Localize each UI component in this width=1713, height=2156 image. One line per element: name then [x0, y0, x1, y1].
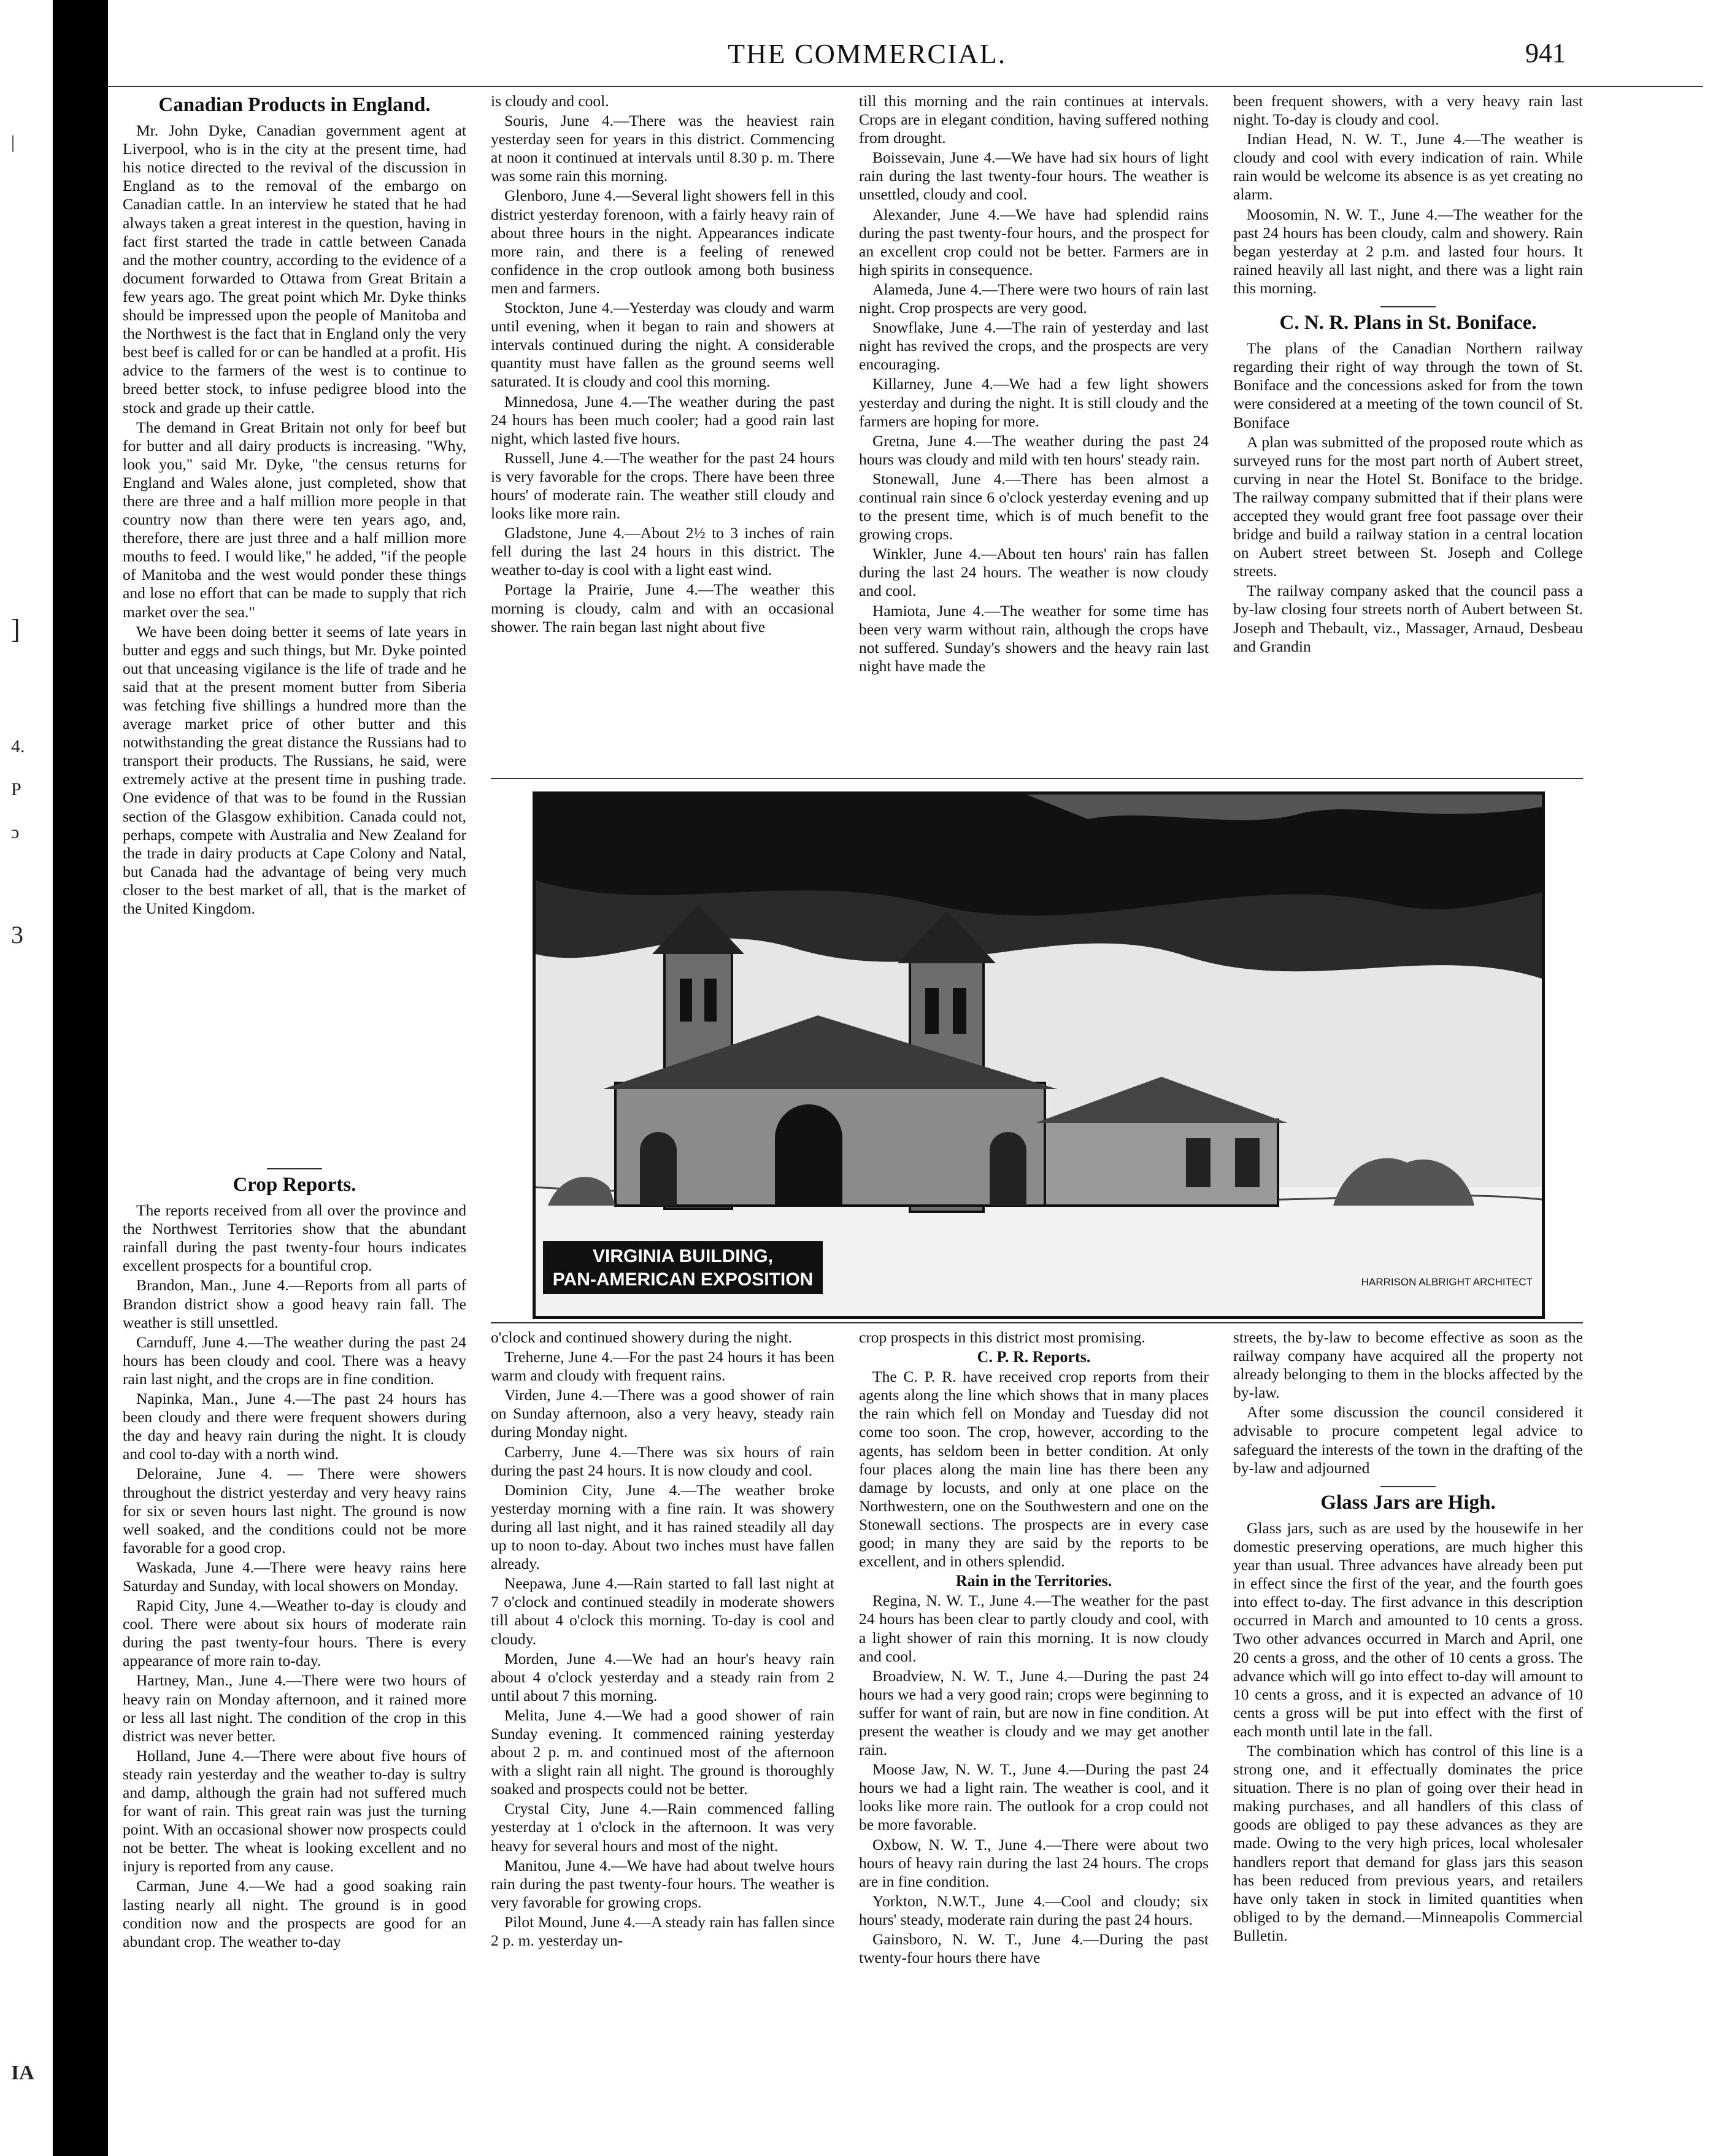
margin-mark: | — [11, 132, 15, 152]
margin-mark: ] — [11, 614, 20, 644]
paragraph: Glass jars, such as are used by the housewife in her domestic preserving operations, are much higher this year than usual. Three advances have already been put in effect since the first of the year, and the fourth goes into effect to-day. The first advance in this description occurred in March and amounted to 10 cents a gross. Two other advances occurred in March and April, one 20 cents a gross, and the other of 10 cents a gross. The advance which will go into effect to-day will amount to 10 cents a gross, and it is expected an advance of 10 cents a gross will be put into effect with the first of each month until late in the fall. — [1233, 1519, 1583, 1740]
illustration-top-rule — [491, 778, 1583, 779]
paragraph: The railway company asked that the council pass a by-law closing four streets north of Aubert between St. Joseph and Thebault, viz., Massager, Arnaud, Desbeau and Grandin — [1233, 582, 1583, 655]
paragraph: Holland, June 4.—There were about five hours of steady rain yesterday and the weather to-day is sultry and damp, although the grain had not suffered much for want of rain. This great rain was just the turning point. With an occasional shower now prospects could not be better. The wheat is looking excellent and no injury is reported from any cause. — [123, 1746, 466, 1876]
paragraph: Hamiota, June 4.—The weather for some time has been very warm without rain, although the crops have not suffered. Sunday's showers and the heavy rain last night have made the — [859, 601, 1209, 675]
paragraph: Broadview, N. W. T., June 4.—During the past 24 hours we had a very good rain; crops were beginning to suffer for want of rain, but are now in fine condition. At present the weather is cloudy and we may get another rain. — [859, 1666, 1209, 1759]
paragraph: Glenboro, June 4.—Several light showers fell in this district yesterday forenoon, with a fairly heavy rain of about three hours in the night. Appearances indicate more rain, and there is a feeling of renewed confidence in the crop outlook among both business men and farmers. — [491, 187, 834, 297]
architect-credit: HARRISON ALBRIGHT ARCHITECT — [1361, 1276, 1533, 1288]
building-engraving — [536, 795, 1542, 1316]
margin-mark: P — [11, 779, 21, 799]
paragraph: till this morning and the rain continues at intervals. Crops are in elegant condition, having suffered nothing from drought. — [859, 92, 1209, 147]
paragraph: Souris, June 4.—There was the heaviest rain yesterday seen for years in this district. Commencing at noon it continued at intervals until 8.30 p. m. There was some rain this morning. — [491, 112, 834, 185]
paragraph: Killarney, June 4.—We had a few light showers yesterday and during the night. It is still cloudy and the farmers are hoping for more. — [859, 375, 1209, 430]
paragraph: Waskada, June 4.—There were heavy rains here Saturday and Sunday, with local showers on Monday. — [123, 1558, 466, 1595]
paragraph: Deloraine, June 4. — There were showers throughout the district yesterday and very heavy rains for six or seven hours last night. The ground is now well soaked, and the conditions could not be more favorable for a good crop. — [123, 1465, 466, 1557]
running-head — [108, 34, 1691, 83]
headline-cnr-plans: C. N. R. Plans in St. Boniface. — [1279, 312, 1537, 334]
paragraph: Melita, June 4.—We had a good shower of rain Sunday evening. It commenced raining yesterday about 2 p. m. and continued most of the afternoon with a slight rain all night. The ground is thoroughly soaked and prospects could not be better. — [491, 1706, 834, 1798]
paragraph: Carman, June 4.—We had a good soaking rain lasting nearly all night. The ground is in good condition now and the prospects are good for an abundant crop. The weather to-day — [123, 1877, 466, 1950]
column-3-top — [859, 92, 1209, 773]
paragraph: Russell, June 4.—The weather for the past 24 hours is very favorable for the crops. There have been three hours' of moderate rain. The weather still cloudy and looks like more rain. — [491, 449, 834, 523]
paragraph: Moose Jaw, N. W. T., June 4.—During the past 24 hours we had a light rain. The weather is cool, and it looks like more rain. The outlook for a crop could not be more favorable. — [859, 1760, 1209, 1834]
paragraph: Portage la Prairie, June 4.—The weather this morning is cloudy, calm and with an occasional shower. The rain began last night about five — [491, 580, 834, 636]
margin-mark: 3 — [11, 921, 23, 949]
paragraph: Manitou, June 4.—We have had about twelve hours rain during the past twenty-four hours. The weather is very favorable for growing crops. — [491, 1856, 834, 1911]
page-number: 941 — [1525, 38, 1566, 68]
paragraph: Boissevain, June 4.—We have had six hours of light rain during the last twenty-four hours. The weather is unsettled, cloudy and cool. — [859, 148, 1209, 204]
margin-mark: ɔ — [11, 822, 20, 842]
paragraph: Hartney, Man., June 4.—There were two hours of heavy rain on Monday afternoon, and it rained more or less all last night. The condition of the crop in this district was never better. — [123, 1671, 466, 1745]
section-rule — [267, 1168, 322, 1169]
paragraph: The combination which has control of this line is a strong one, and it effectually dominates the price situation. There is no plan of going over their head in making purchases, and all handlers of this class of goods are obliged to pay these advances as they are made. Owing to the very high prices, local wholesaler handlers report that demand for glass jars this season has been reduced from previous years, and retailers have only taken in stock in limited quantities when obliged to by the demand.—Minneapolis Commercial Bulletin. — [1233, 1741, 1583, 1944]
paragraph: Stonewall, June 4.—There has been almost a continual rain since 6 o'clock yesterday evening and up to the present time, which is of much benefit to the growing crops. — [859, 469, 1209, 544]
paragraph: streets, the by-law to become effective as soon as the railway company have acquired all the property not already belonging to them in the blocks affected by the by-law. — [1233, 1328, 1583, 1402]
paragraph: Rapid City, June 4.—Weather to-day is cloudy and cool. There were about six hours of moderate rain during the past twenty-four hours. There is every appearance of more rain to-day. — [123, 1596, 466, 1670]
virginia-building-illustration — [533, 791, 1545, 1319]
paragraph: o'clock and continued showery during the night. — [491, 1328, 793, 1346]
illustration-caption-line-2: PAN-AMERICAN EXPOSITION — [552, 1269, 814, 1290]
section-rule — [1380, 306, 1436, 307]
paragraph: Oxbow, N. W. T., June 4.—There were about two hours of heavy rain during the last 24 hours. The crops are in fine condition. — [859, 1835, 1209, 1890]
headline-canadian-products: Canadian Products in England. — [158, 94, 431, 116]
paragraph: Regina, N. W. T., June 4.—The weather for the past 24 hours has been clear to partly cloudy and cool, with a light shower of rain this morning. It is now cloudy and cool. — [859, 1592, 1209, 1665]
paragraph: A plan was submitted of the proposed route which as surveyed runs for the most part north of Aubert street, curving in near the Hotel St. Boniface to the bridge. The railway company submitted that if their plans were accepted they would grant free foot passage over their bridge and build a railway station in a central location on Aubert street between St. Joseph and College streets. — [1233, 433, 1583, 580]
paragraph: Napinka, Man., June 4.—The past 24 hours has been cloudy and there were frequent showers during the day and heavy rain during the night. It is cloudy and cool to-day with a north wind. — [123, 1390, 466, 1463]
paragraph: Indian Head, N. W. T., June 4.—The weather is cloudy and cool with every indication of rain. While rain would be welcome its absence is as yet creating no alarm. — [1233, 130, 1583, 204]
column-1-bottom — [123, 1160, 466, 2123]
column-4-bottom — [1233, 1328, 1583, 2123]
paragraph: We have been doing better it seems of late years in butter and eggs and such things, but Mr. Dyke pointed out that unceasing vigilance is the life of trade and he said that at the present moment butter from Siberia was fetching five shillings a hundred more than the average market price of other butter and this notwithstanding the great distance the Russians had to transport their products. The Russians, he said, were extremely active at the present time in pushing trade. One evidence of that was to be found in the Russian section of the Glasgow exhibition. Canada could not, perhaps, compete with Australia and New Zealand for the trade in dairy products at Cape Colony and Natal, but Canada had the advantage of being very much closer to the best market of all, that is the market of the United Kingdom. — [123, 622, 466, 918]
paragraph: Stockton, June 4.—Yesterday was cloudy and warm until evening, when it began to rain and showers at intervals continued during the night. A considerable quantity must have fallen as the ground seems well saturated. It is cloudy and cool this morning. — [491, 299, 834, 391]
paragraph: After some discussion the council considered it advisable to procure competent legal advice to safeguard the interests of the town in the drafting of the by-law and adjourned — [1233, 1403, 1583, 1477]
paragraph: Gladstone, June 4.—About 2½ to 3 inches of rain fell during the last 24 hours in this district. The weather to-day is cool with a light east wind. — [491, 524, 834, 579]
headline-crop-reports: Crop Reports. — [233, 1174, 356, 1196]
paragraph: Morden, June 4.—We had an hour's heavy rain about 4 o'clock yesterday and a steady rain from 2 until about 7 this morning. — [491, 1649, 834, 1704]
paragraph: Alexander, June 4.—We have had splendid rains during the past twenty-four hours, and the prospect for an excellent crop could not be better. Farmers are in high spirits in consequence. — [859, 205, 1209, 279]
paragraph: Gretna, June 4.—The weather during the past 24 hours was cloudy and mild with ten hours' steady rain. — [859, 431, 1209, 468]
paragraph: Mr. John Dyke, Canadian government agent at Liverpool, who is in the city at the present time, had his notice directed to the revival of the discussion in England as to the removal of the embargo on Canadian cattle. In an interview he stated that he had always taken a great interest in the question, having in fact first started the trade in cattle between Canada and the mother country, according to the evidence of a document forwarded to Ottawa from Great Britain a few years ago. The great point which Mr. Dyke thinks should be impressed upon the people of Manitoba and the Northwest is the fact that in England only the very best beef is called for or can be handled at a profit. His advice to the farmers of the west is to continue to breed better stock, to infuse pedigree blood into the stock and grade up their cattle. — [123, 121, 466, 417]
paragraph: Neepawa, June 4.—Rain started to fall last night at 7 o'clock and continued steadily in moderate showers till about 4 o'clock this morning. To-day is cool and cloudy. — [491, 1574, 834, 1648]
paragraph: The demand in Great Britain not only for beef but for butter and all dairy products is increasing. "Why, look you," said Mr. Dyke, "the census returns for England and Wales alone, just completed, show that there are three and a half million more people in that country now than there were ten years ago, and, therefore, there are just three and a half million more mouths to feed. I would like," he added, "if the people of Manitoba and the west would ponder these things and lose no effort that can be made to supply that rich market over the sea." — [123, 418, 466, 621]
paragraph: Brandon, Man., June 4.—Reports from all parts of Brandon district show a good heavy rain fall. The weather is still unsettled. — [123, 1276, 466, 1331]
headline-cpr-reports: C. P. R. Reports. — [977, 1348, 1091, 1366]
paragraph: The C. P. R. have received crop reports from their agents along the line which shows that in many places the rain which fell on Monday and Tuesday did not come too soon. The crop, however, according to the agents, has seldom been in better condition. At only four places along the main line has there been any damage by locusts, and only at one place on the Northwestern, one on the Southwestern and one on the Stonewall sections. The prospects are in every case good; in many they are said by the reports to be excellent, and in others splendid. — [859, 1368, 1209, 1571]
binding-edge — [53, 0, 108, 2156]
paragraph: Snowflake, June 4.—The rain of yesterday and last night has revived the crops, and the prospects are very encouraging. — [859, 318, 1209, 374]
paragraph: Treherne, June 4.—For the past 24 hours it has been warm and cloudy with frequent rains. — [491, 1348, 834, 1385]
paragraph: Yorkton, N.W.T., June 4.—Cool and cloudy; six hours' steady, moderate rain during the past 24 hours. — [859, 1892, 1209, 1928]
paragraph: Moosomin, N. W. T., June 4.—The weather for the past 24 hours has been cloudy, calm and showery. Rain began yesterday at 2 p.m. and lasted four hours. It rained heavily all last night, and there was a light rain this morning. — [1233, 205, 1583, 297]
paragraph: Alameda, June 4.—There were two hours of rain last night. Crop prospects are very good. — [859, 280, 1209, 317]
column-2-bottom — [491, 1328, 834, 2123]
illustration-bottom-rule — [491, 1322, 1583, 1323]
paragraph: The plans of the Canadian Northern railway regarding their right of way through the town of St. Boniface and the concessions asked for from the town were considered at a meeting of the town council of St. Boniface — [1233, 339, 1583, 431]
column-2-top — [491, 92, 834, 773]
margin-mark: IA — [11, 2062, 34, 2084]
paragraph: Gainsboro, N. W. T., June 4.—During the past twenty-four hours there have — [859, 1930, 1209, 1967]
headline-rain-territories: Rain in the Territories. — [955, 1572, 1112, 1590]
publication-title: THE COMMERCIAL. — [728, 38, 1007, 69]
paragraph: The reports received from all over the province and the Northwest Territories show that the abundant rainfall during the past twenty-four hours indicates excellent prospects for a bountiful crop. — [123, 1201, 466, 1275]
paragraph: Carberry, June 4.—There was six hours of rain during the past 24 hours. It is now cloudy and cool. — [491, 1442, 834, 1479]
illustration-caption-line-1: VIRGINIA BUILDING, — [593, 1246, 773, 1266]
paragraph: Crystal City, June 4.—Rain commenced falling yesterday at 1 o'clock in the afternoon. It was very heavy for several hours and most of the night. — [491, 1800, 834, 1855]
header-rule — [108, 86, 1703, 87]
column-1-top — [123, 92, 466, 1153]
paragraph: Minnedosa, June 4.—The weather during the past 24 hours has been much cooler; had a good rain last night, which lasted five hours. — [491, 392, 834, 447]
paragraph: been frequent showers, with a very heavy rain last night. To-day is cloudy and cool. — [1233, 92, 1583, 129]
paragraph: Winkler, June 4.—About ten hours' rain has fallen during the last 24 hours. The weather is now cloudy and cool. — [859, 545, 1209, 600]
paragraph: crop prospects in this district most promising. — [859, 1328, 1145, 1346]
column-3-bottom — [859, 1328, 1209, 2123]
paragraph: Carnduff, June 4.—The weather during the past 24 hours has been cloudy and cool. There was a heavy rain last night, and the crops are in fine condition. — [123, 1333, 466, 1388]
margin-mark: 4. — [11, 736, 25, 757]
paragraph: Dominion City, June 4.—The weather broke yesterday morning with a fine rain. It was showery during all last night, and it has rained steadily all day up to noon to-day. About two inches must have fallen already. — [491, 1480, 834, 1573]
section-rule — [1380, 1486, 1436, 1487]
paragraph: Virden, June 4.—There was a good shower of rain on Sunday afternoon, also a very heavy, steady rain during Monday night. — [491, 1386, 834, 1441]
column-4-top — [1233, 92, 1583, 773]
headline-glass-jars: Glass Jars are High. — [1320, 1491, 1496, 1514]
paragraph: Pilot Mound, June 4.—A steady rain has fallen since 2 p. m. yesterday un- — [491, 1912, 834, 1949]
paragraph: is cloudy and cool. — [491, 92, 609, 110]
